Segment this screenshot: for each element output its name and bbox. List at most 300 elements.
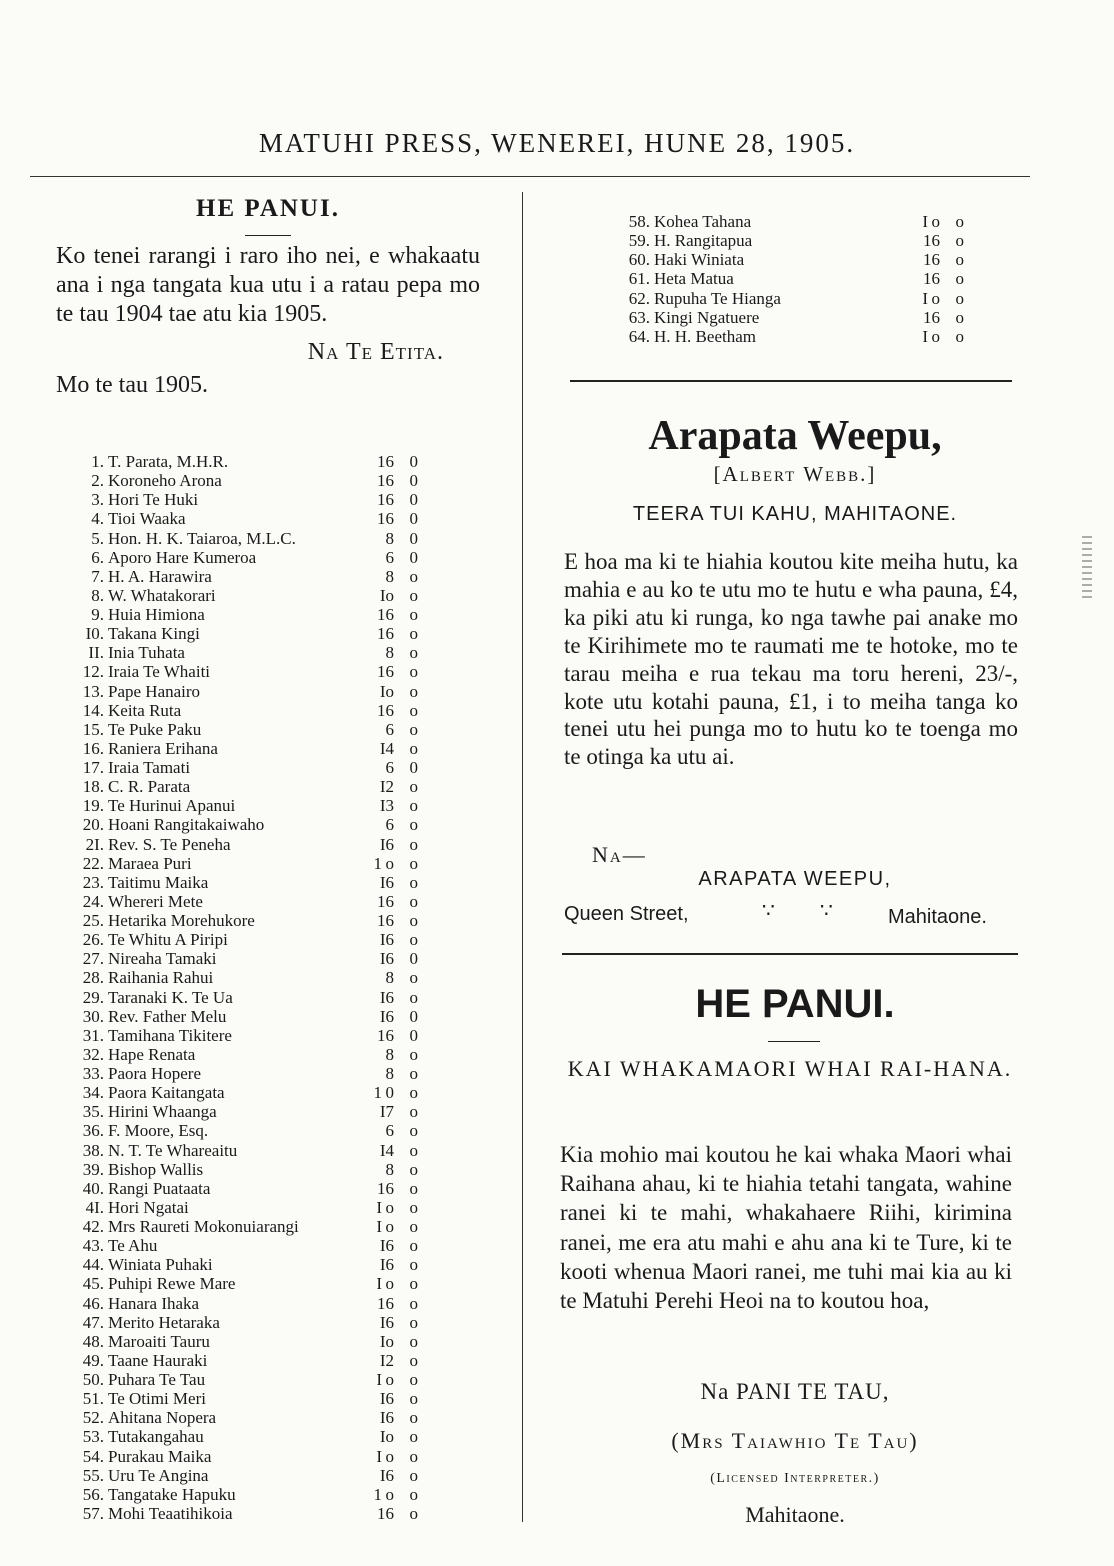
subscriber-name: Rupuha Te Hianga xyxy=(654,288,781,308)
entry-number: 59. xyxy=(628,231,650,251)
amount-shillings: o xyxy=(385,1197,394,1217)
entry-number: 36. xyxy=(82,1121,104,1141)
panui-licensed: (Licensed Interpreter.) xyxy=(710,1471,880,1486)
amount-shillings: 6 xyxy=(385,547,394,567)
entry-number: 49. xyxy=(82,1350,104,1370)
entry-number: 45. xyxy=(82,1274,104,1294)
subscriber-name: Rangi Puataata xyxy=(108,1178,211,1198)
list-item xyxy=(76,1160,446,1179)
list-item xyxy=(76,701,446,720)
subscriber-name: H. Rangitapua xyxy=(654,231,753,251)
amount-shillings: 16 xyxy=(377,1178,394,1198)
list-item xyxy=(76,988,446,1007)
subscriber-name: Hetarika Morehukore xyxy=(108,911,255,930)
amount-pence: 0 xyxy=(409,471,418,491)
amount-pounds: I xyxy=(922,288,928,308)
list-item xyxy=(76,1121,446,1140)
subscriber-name: Merito Hetaraka xyxy=(108,1312,220,1332)
amount-pence: o xyxy=(409,700,418,720)
subscriber-name: Heta Matua xyxy=(654,269,734,289)
panui-signature: Na PANI TE TAU, xyxy=(700,1379,890,1404)
entry-number: 23. xyxy=(82,872,104,892)
subscriber-name: Hape Renata xyxy=(108,1044,196,1064)
list-item xyxy=(76,1274,446,1293)
amount-shillings: I7 xyxy=(379,1102,394,1122)
list-item xyxy=(622,327,982,346)
list-item xyxy=(76,662,446,681)
amount-pounds: 1 xyxy=(373,1484,382,1504)
amount-pence: o xyxy=(409,1427,418,1447)
amount-pence: o xyxy=(409,930,418,950)
list-item xyxy=(76,1504,446,1523)
amount-shillings: 16 xyxy=(377,471,394,491)
masthead-rule xyxy=(30,176,1030,177)
list-item xyxy=(76,1427,446,1446)
subscriber-name: T. Parata, M.H.R. xyxy=(108,452,229,471)
entry-number: 17. xyxy=(82,758,104,777)
amount-pence: 0 xyxy=(409,509,418,529)
list-item xyxy=(76,1408,446,1427)
subscriber-name: Tutakangahau xyxy=(108,1427,204,1447)
entry-number: 61. xyxy=(628,269,650,289)
subscriber-name: Maroaiti Tauru xyxy=(108,1331,210,1351)
amount-shillings: 8 xyxy=(385,1064,394,1083)
entry-number: 2. xyxy=(91,471,104,491)
list-item xyxy=(76,1389,446,1408)
subscriber-name: Rev. S. Te Peneha xyxy=(108,834,231,854)
list-item xyxy=(76,854,446,873)
ad-na: Na— xyxy=(592,842,647,867)
amount-shillings: I2 xyxy=(379,1350,394,1370)
subscriber-name: H. H. Beetham xyxy=(654,326,756,346)
list-item xyxy=(76,452,446,471)
amount-shillings: I6 xyxy=(379,1312,394,1332)
subscriber-name: Winiata Puhaki xyxy=(108,1255,213,1275)
subscriber-name: H. A. Harawira xyxy=(108,566,212,586)
entry-number: 4. xyxy=(91,509,104,529)
subscriber-name: Hanara Ihaka xyxy=(108,1293,200,1313)
amount-shillings: Io xyxy=(379,585,394,605)
amount-shillings: o xyxy=(385,853,394,873)
list-item xyxy=(76,586,446,605)
subscriber-name: Mohi Teaatihikoia xyxy=(108,1503,233,1523)
amount-shillings: o xyxy=(385,1217,394,1236)
subscriber-name: Hon. H. K. Taiaroa, M.L.C. xyxy=(108,528,296,548)
amount-pence: o xyxy=(409,1255,418,1275)
ad-town: Mahitaone. xyxy=(888,906,987,928)
list-item xyxy=(622,289,982,308)
subscriber-name: Ahitana Nopera xyxy=(108,1408,217,1428)
subscriber-name: Taranaki K. Te Ua xyxy=(108,987,233,1007)
list-item xyxy=(76,1007,446,1026)
list-item xyxy=(76,471,446,490)
amount-shillings: o xyxy=(385,1446,394,1466)
entry-number: 40. xyxy=(82,1178,104,1198)
amount-pence: o xyxy=(409,643,418,663)
list-item xyxy=(76,529,446,548)
entry-number: 5. xyxy=(91,528,104,548)
list-item xyxy=(76,1064,446,1083)
subscriber-name: Hori Te Huki xyxy=(108,490,199,510)
entry-number: II. xyxy=(88,643,104,663)
entry-number: 50. xyxy=(82,1370,104,1389)
entry-number: 8. xyxy=(91,585,104,605)
amount-pence: o xyxy=(409,1236,418,1256)
panui-place: Mahitaone. xyxy=(745,1502,845,1527)
amount-shillings: 16 xyxy=(377,624,394,644)
entry-number: 55. xyxy=(82,1465,104,1485)
entry-number: 64. xyxy=(628,326,650,346)
entry-number: 22. xyxy=(82,853,104,873)
subscriber-name: Hoani Rangitakaiwaho xyxy=(108,815,265,835)
amount-shillings: I6 xyxy=(379,1236,394,1256)
subscriber-name: Tangatake Hapuku xyxy=(108,1484,236,1504)
list-item xyxy=(76,815,446,834)
list-item xyxy=(622,231,982,250)
subscriber-name: Nireaha Tamaki xyxy=(108,949,217,969)
entry-number: I0. xyxy=(85,624,104,644)
amount-pence: o xyxy=(409,1083,418,1103)
amount-pence: o xyxy=(955,250,964,270)
subscriber-name: Te Ahu xyxy=(108,1236,158,1256)
amount-shillings: Io xyxy=(379,681,394,701)
amount-shillings: 16 xyxy=(923,250,940,270)
subscriber-name: Inia Tuhata xyxy=(108,643,185,663)
subscriber-name: Rev. Father Melu xyxy=(108,1006,227,1026)
amount-pence: o xyxy=(409,719,418,739)
amount-pence: o xyxy=(409,1370,418,1389)
entry-number: 27. xyxy=(82,949,104,969)
amount-shillings: 8 xyxy=(385,1044,394,1064)
entry-number: 46. xyxy=(82,1293,104,1313)
left-column xyxy=(56,195,480,399)
amount-pence: o xyxy=(409,624,418,644)
entry-number: 30. xyxy=(82,1006,104,1026)
amount-pence: 0 xyxy=(409,528,418,548)
entry-number: 4I. xyxy=(85,1197,104,1217)
amount-shillings: 16 xyxy=(377,911,394,930)
list-item xyxy=(76,777,446,796)
entry-number: 16. xyxy=(82,738,104,758)
list-item xyxy=(76,1447,446,1466)
subscriber-name: Tamihana Tikitere xyxy=(108,1025,232,1045)
amount-pence: o xyxy=(409,1044,418,1064)
amount-pence: o xyxy=(409,1159,418,1179)
amount-shillings: 6 xyxy=(385,758,394,777)
amount-shillings: o xyxy=(931,288,940,308)
subscriber-name: Hirini Whaanga xyxy=(108,1102,217,1122)
subscriber-name: Hori Ngatai xyxy=(108,1197,189,1217)
amount-shillings: I6 xyxy=(379,1465,394,1485)
subscriber-name: Koroneho Arona xyxy=(108,471,222,491)
amount-pence: o xyxy=(409,738,418,758)
amount-shillings: o xyxy=(931,326,940,346)
amount-shillings: I2 xyxy=(379,777,394,797)
amount-shillings: 6 xyxy=(385,1121,394,1141)
subscriber-name: Iraia Te Whaiti xyxy=(108,662,211,682)
entry-number: 1. xyxy=(91,452,104,471)
amount-pence: o xyxy=(409,1197,418,1217)
amount-pence: o xyxy=(409,605,418,624)
list-item xyxy=(622,308,982,327)
ad-signature: ARAPATA WEEPU, xyxy=(698,868,892,890)
entry-number: 44. xyxy=(82,1255,104,1275)
amount-pence: o xyxy=(955,326,964,346)
amount-pence: 0 xyxy=(409,758,418,777)
amount-pence: o xyxy=(955,307,964,327)
amount-shillings: o xyxy=(385,1370,394,1389)
amount-pence: o xyxy=(409,566,418,586)
amount-pence: 0 xyxy=(409,490,418,510)
list-item xyxy=(76,949,446,968)
amount-pence: o xyxy=(409,1312,418,1332)
amount-shillings: 16 xyxy=(377,1025,394,1045)
list-item xyxy=(76,1179,446,1198)
amount-shillings: I6 xyxy=(379,930,394,950)
subscriber-name: Taane Hauraki xyxy=(108,1350,208,1370)
entry-number: 34. xyxy=(82,1083,104,1103)
panui-title-rule xyxy=(768,1041,820,1042)
margin-specks xyxy=(1082,536,1092,598)
list-item xyxy=(76,567,446,586)
subscriber-name: Taitimu Maika xyxy=(108,872,209,892)
entry-number: 33. xyxy=(82,1064,104,1083)
amount-shillings: o xyxy=(931,212,940,231)
ad-title: Arapata Weepu, xyxy=(648,413,942,459)
list-item xyxy=(76,1026,446,1045)
list-item xyxy=(76,1045,446,1064)
entry-number: 20. xyxy=(82,815,104,835)
list-item xyxy=(76,1313,446,1332)
amount-shillings: I6 xyxy=(379,834,394,854)
amount-shillings: I4 xyxy=(379,1140,394,1160)
entry-number: 2I. xyxy=(85,834,104,854)
amount-shillings: 16 xyxy=(377,490,394,510)
amount-shillings: 6 xyxy=(385,719,394,739)
amount-pence: o xyxy=(409,1121,418,1141)
list-item xyxy=(76,1236,446,1255)
amount-shillings: I4 xyxy=(379,738,394,758)
list-item xyxy=(622,250,982,269)
amount-pounds: I xyxy=(376,1446,382,1466)
list-item xyxy=(76,1370,446,1389)
amount-pence: o xyxy=(409,968,418,988)
amount-pence: o xyxy=(409,1446,418,1466)
list-item xyxy=(76,873,446,892)
subscriber-name: Aporo Hare Kumeroa xyxy=(108,547,257,567)
list-item xyxy=(622,269,982,288)
subscriber-name: Kohea Tahana xyxy=(654,212,752,231)
list-item xyxy=(76,490,446,509)
entry-number: 62. xyxy=(628,288,650,308)
editor-signature: Na Te Etita. xyxy=(307,339,444,365)
list-item xyxy=(76,911,446,930)
list-item xyxy=(76,892,446,911)
amount-pence: o xyxy=(409,1350,418,1370)
entry-number: 12. xyxy=(82,662,104,682)
ad-address: TEERA TUI KAHU, MAHITAONE. xyxy=(632,503,958,525)
amount-shillings: 16 xyxy=(377,1503,394,1523)
list-item xyxy=(76,1466,446,1485)
amount-pounds: I xyxy=(922,326,928,346)
list-item xyxy=(76,682,446,701)
entry-number: 7. xyxy=(91,566,104,586)
list-item xyxy=(76,1351,446,1370)
amount-pounds: I xyxy=(376,1217,382,1236)
amount-pence: 0 xyxy=(409,452,418,471)
list-item xyxy=(76,1217,446,1236)
amount-pence: o xyxy=(409,815,418,835)
list-item xyxy=(76,624,446,643)
amount-pence: o xyxy=(409,834,418,854)
heading-rule xyxy=(245,235,291,236)
amount-pence: o xyxy=(409,872,418,892)
amount-shillings: 16 xyxy=(377,605,394,624)
entry-number: 25. xyxy=(82,911,104,930)
subscriber-name: Raihania Rahui xyxy=(108,968,214,988)
list-item xyxy=(76,643,446,662)
amount-pence: o xyxy=(409,585,418,605)
subscriber-name: Haki Winiata xyxy=(654,250,745,270)
entry-number: 57. xyxy=(82,1503,104,1523)
amount-pence: o xyxy=(409,1274,418,1294)
amount-shillings: 8 xyxy=(385,1159,394,1179)
amount-pence: o xyxy=(955,269,964,289)
entry-number: 3. xyxy=(91,490,104,510)
list-item xyxy=(76,835,446,854)
ad-alt-name: [Albert Webb.] xyxy=(713,462,877,486)
list-item xyxy=(622,212,982,231)
subscriber-name: F. Moore, Esq. xyxy=(108,1121,209,1141)
amount-shillings: 16 xyxy=(377,452,394,471)
list-item xyxy=(76,796,446,815)
amount-shillings: 16 xyxy=(923,231,940,251)
amount-shillings: 6 xyxy=(385,815,394,835)
list-item xyxy=(76,605,446,624)
entry-number: 58. xyxy=(628,212,650,231)
list-item xyxy=(76,930,446,949)
amount-pence: o xyxy=(409,891,418,911)
ad-street: Queen Street, xyxy=(564,903,689,925)
amount-pounds: I xyxy=(376,1274,382,1294)
list-item xyxy=(76,1102,446,1121)
entry-number: 51. xyxy=(82,1389,104,1409)
amount-shillings: 8 xyxy=(385,968,394,988)
amount-pence: o xyxy=(409,987,418,1007)
amount-shillings: I3 xyxy=(379,796,394,816)
amount-shillings: o xyxy=(385,1484,394,1504)
amount-pence: o xyxy=(409,1331,418,1351)
panui-mrs: (Mrs Taiawhio Te Tau) xyxy=(671,1428,919,1453)
amount-shillings: I6 xyxy=(379,872,394,892)
amount-shillings: I6 xyxy=(379,949,394,969)
subscriber-name: Iraia Tamati xyxy=(108,758,191,777)
entry-number: 38. xyxy=(82,1140,104,1160)
entry-number: 43. xyxy=(82,1236,104,1256)
amount-pounds: 1 xyxy=(373,1083,382,1103)
entry-number: 15. xyxy=(82,719,104,739)
entry-number: 48. xyxy=(82,1331,104,1351)
entry-number: 24. xyxy=(82,891,104,911)
subscriber-name: Puhipi Rewe Mare xyxy=(108,1274,236,1294)
amount-pence: o xyxy=(409,1389,418,1409)
amount-shillings: I6 xyxy=(379,1006,394,1026)
amount-shillings: 16 xyxy=(923,269,940,289)
entry-number: 32. xyxy=(82,1044,104,1064)
amount-pence: o xyxy=(409,1293,418,1313)
amount-pence: o xyxy=(409,662,418,682)
amount-pence: o xyxy=(409,1102,418,1122)
amount-shillings: Io xyxy=(379,1331,394,1351)
list-item xyxy=(76,1141,446,1160)
amount-shillings: 8 xyxy=(385,643,394,663)
panui-subtitle: KAI WHAKAMAORI WHAI RAI-HANA. xyxy=(567,1056,1013,1081)
list-item xyxy=(76,548,446,567)
amount-pence: o xyxy=(955,288,964,308)
amount-pence: o xyxy=(409,681,418,701)
amount-shillings: I6 xyxy=(379,1389,394,1409)
subscriber-name: Whereri Mete xyxy=(108,891,203,911)
subscriber-name: W. Whatakorari xyxy=(108,585,216,605)
amount-pence: o xyxy=(409,911,418,930)
subscriber-list-continued xyxy=(622,212,982,346)
amount-pounds: I xyxy=(376,1197,382,1217)
subscriber-name: Kingi Ngatuere xyxy=(654,307,760,327)
entry-number: 19. xyxy=(82,796,104,816)
amount-shillings: 16 xyxy=(377,891,394,911)
ad-body: E hoa ma ki te hiahia koutou kite meiha hutu, ka mahia e au ko te utu mo te hutu e wha pauna, £4, ka piki atu ki runga, ko nga tawhe pai anake mo te Kirihimete mo te raumati me te hotoke, mo te tarau meiha e rua tekau ma toru hereni, 23/-, kote utu kotahi pauna, £1, i to meiha tanga ko tenei utu hei punga mo to hutu ko te toenga mo te otinga ka utu ai. xyxy=(564,549,1018,770)
amount-shillings: 16 xyxy=(923,307,940,327)
subscriber-name: Puhara Te Tau xyxy=(108,1370,206,1389)
amount-pounds: I xyxy=(376,1370,382,1389)
entry-number: 6. xyxy=(91,547,104,567)
list-item xyxy=(76,1255,446,1274)
amount-pence: o xyxy=(409,853,418,873)
subscriber-name: Te Whitu A Piripi xyxy=(108,930,228,950)
subscriber-name: Pape Hanairo xyxy=(108,681,201,701)
entry-number: 53. xyxy=(82,1427,104,1447)
year-label: Mo te tau 1905. xyxy=(56,372,208,398)
masthead: MATUHI PRESS, WENEREI, HUNE 28, 1905. xyxy=(258,128,856,158)
entry-number: 42. xyxy=(82,1217,104,1236)
amount-pence: o xyxy=(409,1140,418,1160)
subscriber-name: C. R. Parata xyxy=(108,777,191,797)
amount-pence: o xyxy=(409,1178,418,1198)
entry-number: 31. xyxy=(82,1025,104,1045)
amount-shillings: 16 xyxy=(377,700,394,720)
amount-pounds: 1 xyxy=(373,853,382,873)
list-item xyxy=(76,720,446,739)
subscriber-name: Keita Ruta xyxy=(108,700,182,720)
entry-number: 14. xyxy=(82,700,104,720)
amount-pence: o xyxy=(409,796,418,816)
subscriber-name: Mrs Raureti Mokonuiarangi xyxy=(108,1217,299,1236)
amount-shillings: Io xyxy=(379,1427,394,1447)
subscriber-name: Bishop Wallis xyxy=(108,1159,204,1179)
subscriber-list xyxy=(76,452,446,1523)
amount-shillings: 16 xyxy=(377,662,394,682)
subscriber-name: Te Otimi Meri xyxy=(108,1389,206,1409)
panui-title: HE PANUI. xyxy=(695,982,895,1026)
entry-number: 9. xyxy=(91,605,104,624)
list-item xyxy=(76,1198,446,1217)
entry-number: 13. xyxy=(82,681,104,701)
amount-pounds: I xyxy=(922,212,928,231)
list-item xyxy=(76,1083,446,1102)
list-item xyxy=(76,758,446,777)
subscriber-name: N. T. Te Whareaitu xyxy=(108,1140,238,1160)
amount-shillings: 0 xyxy=(385,1083,394,1103)
